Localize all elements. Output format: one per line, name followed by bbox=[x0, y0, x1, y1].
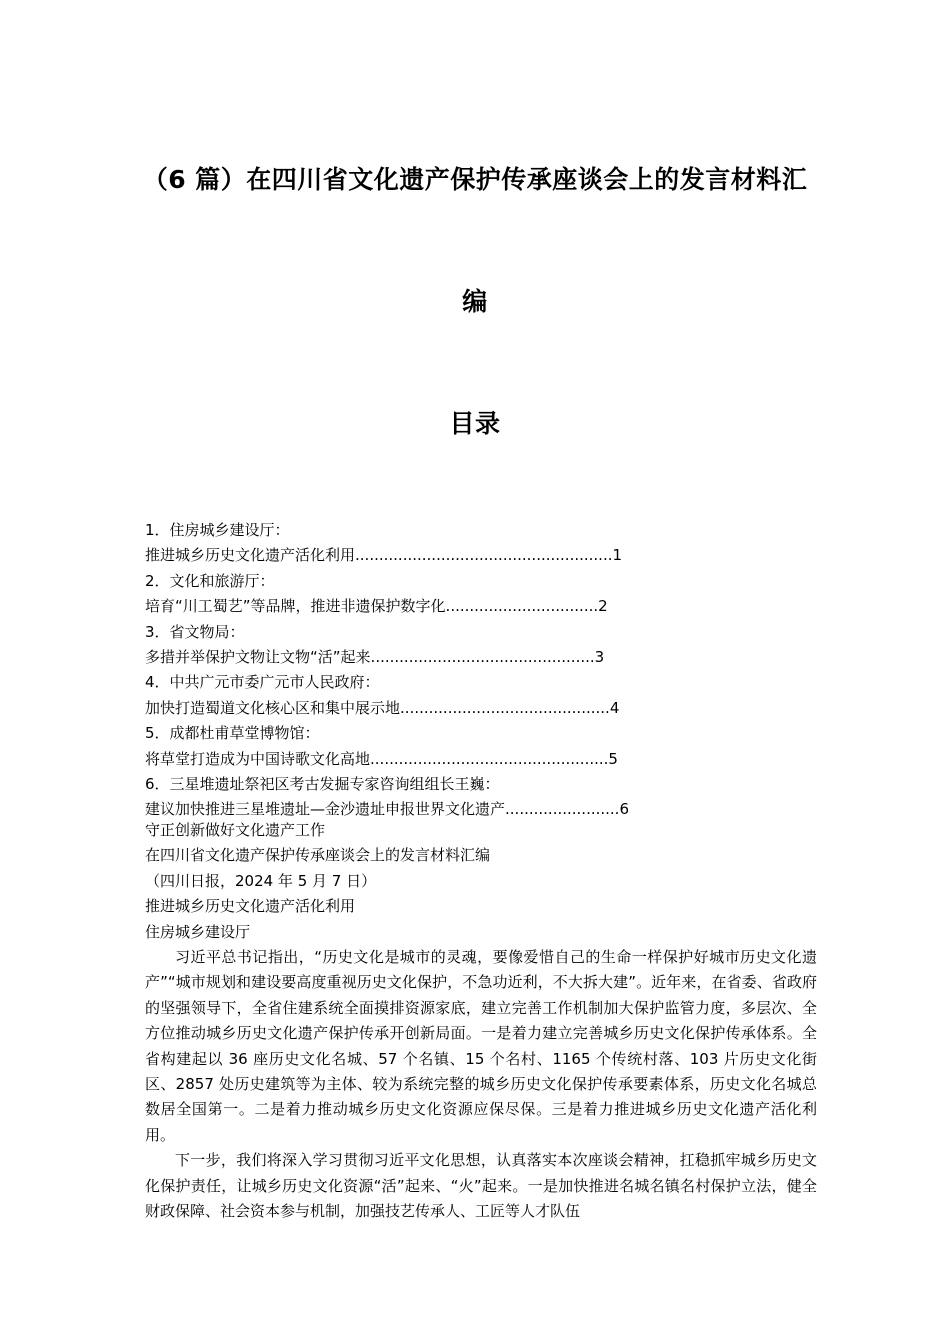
toc-page-number: 5 bbox=[608, 749, 618, 768]
toc-entry[interactable] bbox=[145, 543, 825, 568]
collection-title: 在四川省文化遗产保护传承座谈会上的发言材料汇编 bbox=[145, 846, 491, 865]
toc-section-header: 3．省文物局： bbox=[145, 622, 245, 641]
toc-section-header: 2．文化和旅游厅： bbox=[145, 571, 275, 590]
toc-entry-title: 推进城乡历史文化遗产活化利用 bbox=[145, 546, 356, 565]
body-paragraph: 习近平总书记指出，“历史文化是城市的灵魂，要像爱惜自己的生命一样保护好城市历史文化遗产”“城市规划和建设要高度重视历史文化保护，不急功近利，不大拆大建”。近年来，在省委、省政府的坚强领导下，全省住建系统全面摸排资源家底，建立完善工作机制加大保护监管力度，多层次、全方位推动城乡历史文化遗产保护传承开创新局面。一是着力建立完善城乡历史文化保护传承体系。全省构建起以 36 座历史文化名城、57 个名镇、15 个名村、1165 个传统村落、103 片历史文化街区、2857 处历史建筑等为主体、较为系统完整的城乡历史文化保护传承要素体系，历史文化名城总数居全国第一。二是着力推动城乡历史文化资源应保尽保。三是着力推进城乡历史文化遗产活化利用。 bbox=[145, 947, 817, 1144]
article-author: 住房城乡建设厅 bbox=[145, 922, 251, 941]
document-title-line-1: （6 篇）在四川省文化遗产保护传承座谈会上的发言材料汇 bbox=[142, 165, 808, 194]
table-of-contents bbox=[145, 518, 825, 823]
toc-section-header: 5．成都杜甫草堂博物馆： bbox=[145, 724, 320, 743]
toc-entry[interactable] bbox=[145, 594, 825, 619]
toc-dot-leader: ............................................... bbox=[370, 647, 595, 666]
toc-entry-title: 建议加快推进三星堆遗址—金沙遗址申报世界文化遗产 bbox=[145, 800, 506, 819]
toc-dot-leader: ...................................................... bbox=[355, 546, 613, 565]
body-paragraph: 下一步，我们将深入学习贯彻习近平文化思想，认真落实本次座谈会精神，扛稳抓牢城乡历史文化保护责任，让城乡历史文化资源“活”起来、“火”起来。一是加快推进名城名镇名村保护立法，健全财政保障、社会资本参与机制，加强技艺传承人、工匠等人才队伍 bbox=[145, 1151, 817, 1221]
toc-page-number: 3 bbox=[594, 647, 605, 666]
source-line: （四川日报，2024 年 5 月 7 日） bbox=[145, 871, 377, 890]
toc-section-header: 4．中共广元市委广元市人民政府： bbox=[145, 673, 380, 692]
toc-section-header: 6．三星堆遗址祭祀区考古发掘专家咨询组组长王巍： bbox=[145, 774, 500, 793]
toc-page-number: 4 bbox=[609, 698, 620, 717]
toc-entry-title: 加快打造蜀道文化核心区和集中展示地 bbox=[145, 698, 401, 717]
section-heading: 守正创新做好文化遗产工作 bbox=[145, 821, 326, 839]
toc-entry[interactable] bbox=[145, 696, 825, 721]
toc-dot-leader: ........................ bbox=[505, 800, 620, 819]
toc-section-header: 1．住房城乡建设厅： bbox=[145, 521, 290, 539]
toc-dot-leader: ................................ bbox=[445, 597, 599, 616]
document-title-line-2: 编 bbox=[462, 287, 488, 316]
toc-heading: 目录 bbox=[449, 409, 501, 438]
document-body bbox=[145, 818, 817, 1224]
toc-entry-title: 培育“川工蜀艺”等品牌，推进非遗保护数字化 bbox=[145, 597, 446, 616]
toc-page-number: 6 bbox=[619, 800, 629, 819]
toc-page-number: 1 bbox=[612, 546, 623, 565]
toc-entry[interactable] bbox=[145, 645, 825, 670]
article-title: 推进城乡历史文化遗产活化利用 bbox=[145, 897, 356, 916]
toc-entry-title: 将草堂打造成为中国诗歌文化高地 bbox=[145, 749, 371, 768]
toc-entry-title: 多措并举保护文物让文物“活”起来 bbox=[145, 647, 371, 666]
toc-dot-leader: ............................................ bbox=[400, 698, 610, 717]
toc-entry[interactable] bbox=[145, 747, 825, 772]
toc-dot-leader: .................................................. bbox=[370, 749, 609, 768]
toc-page-number: 2 bbox=[598, 597, 608, 616]
